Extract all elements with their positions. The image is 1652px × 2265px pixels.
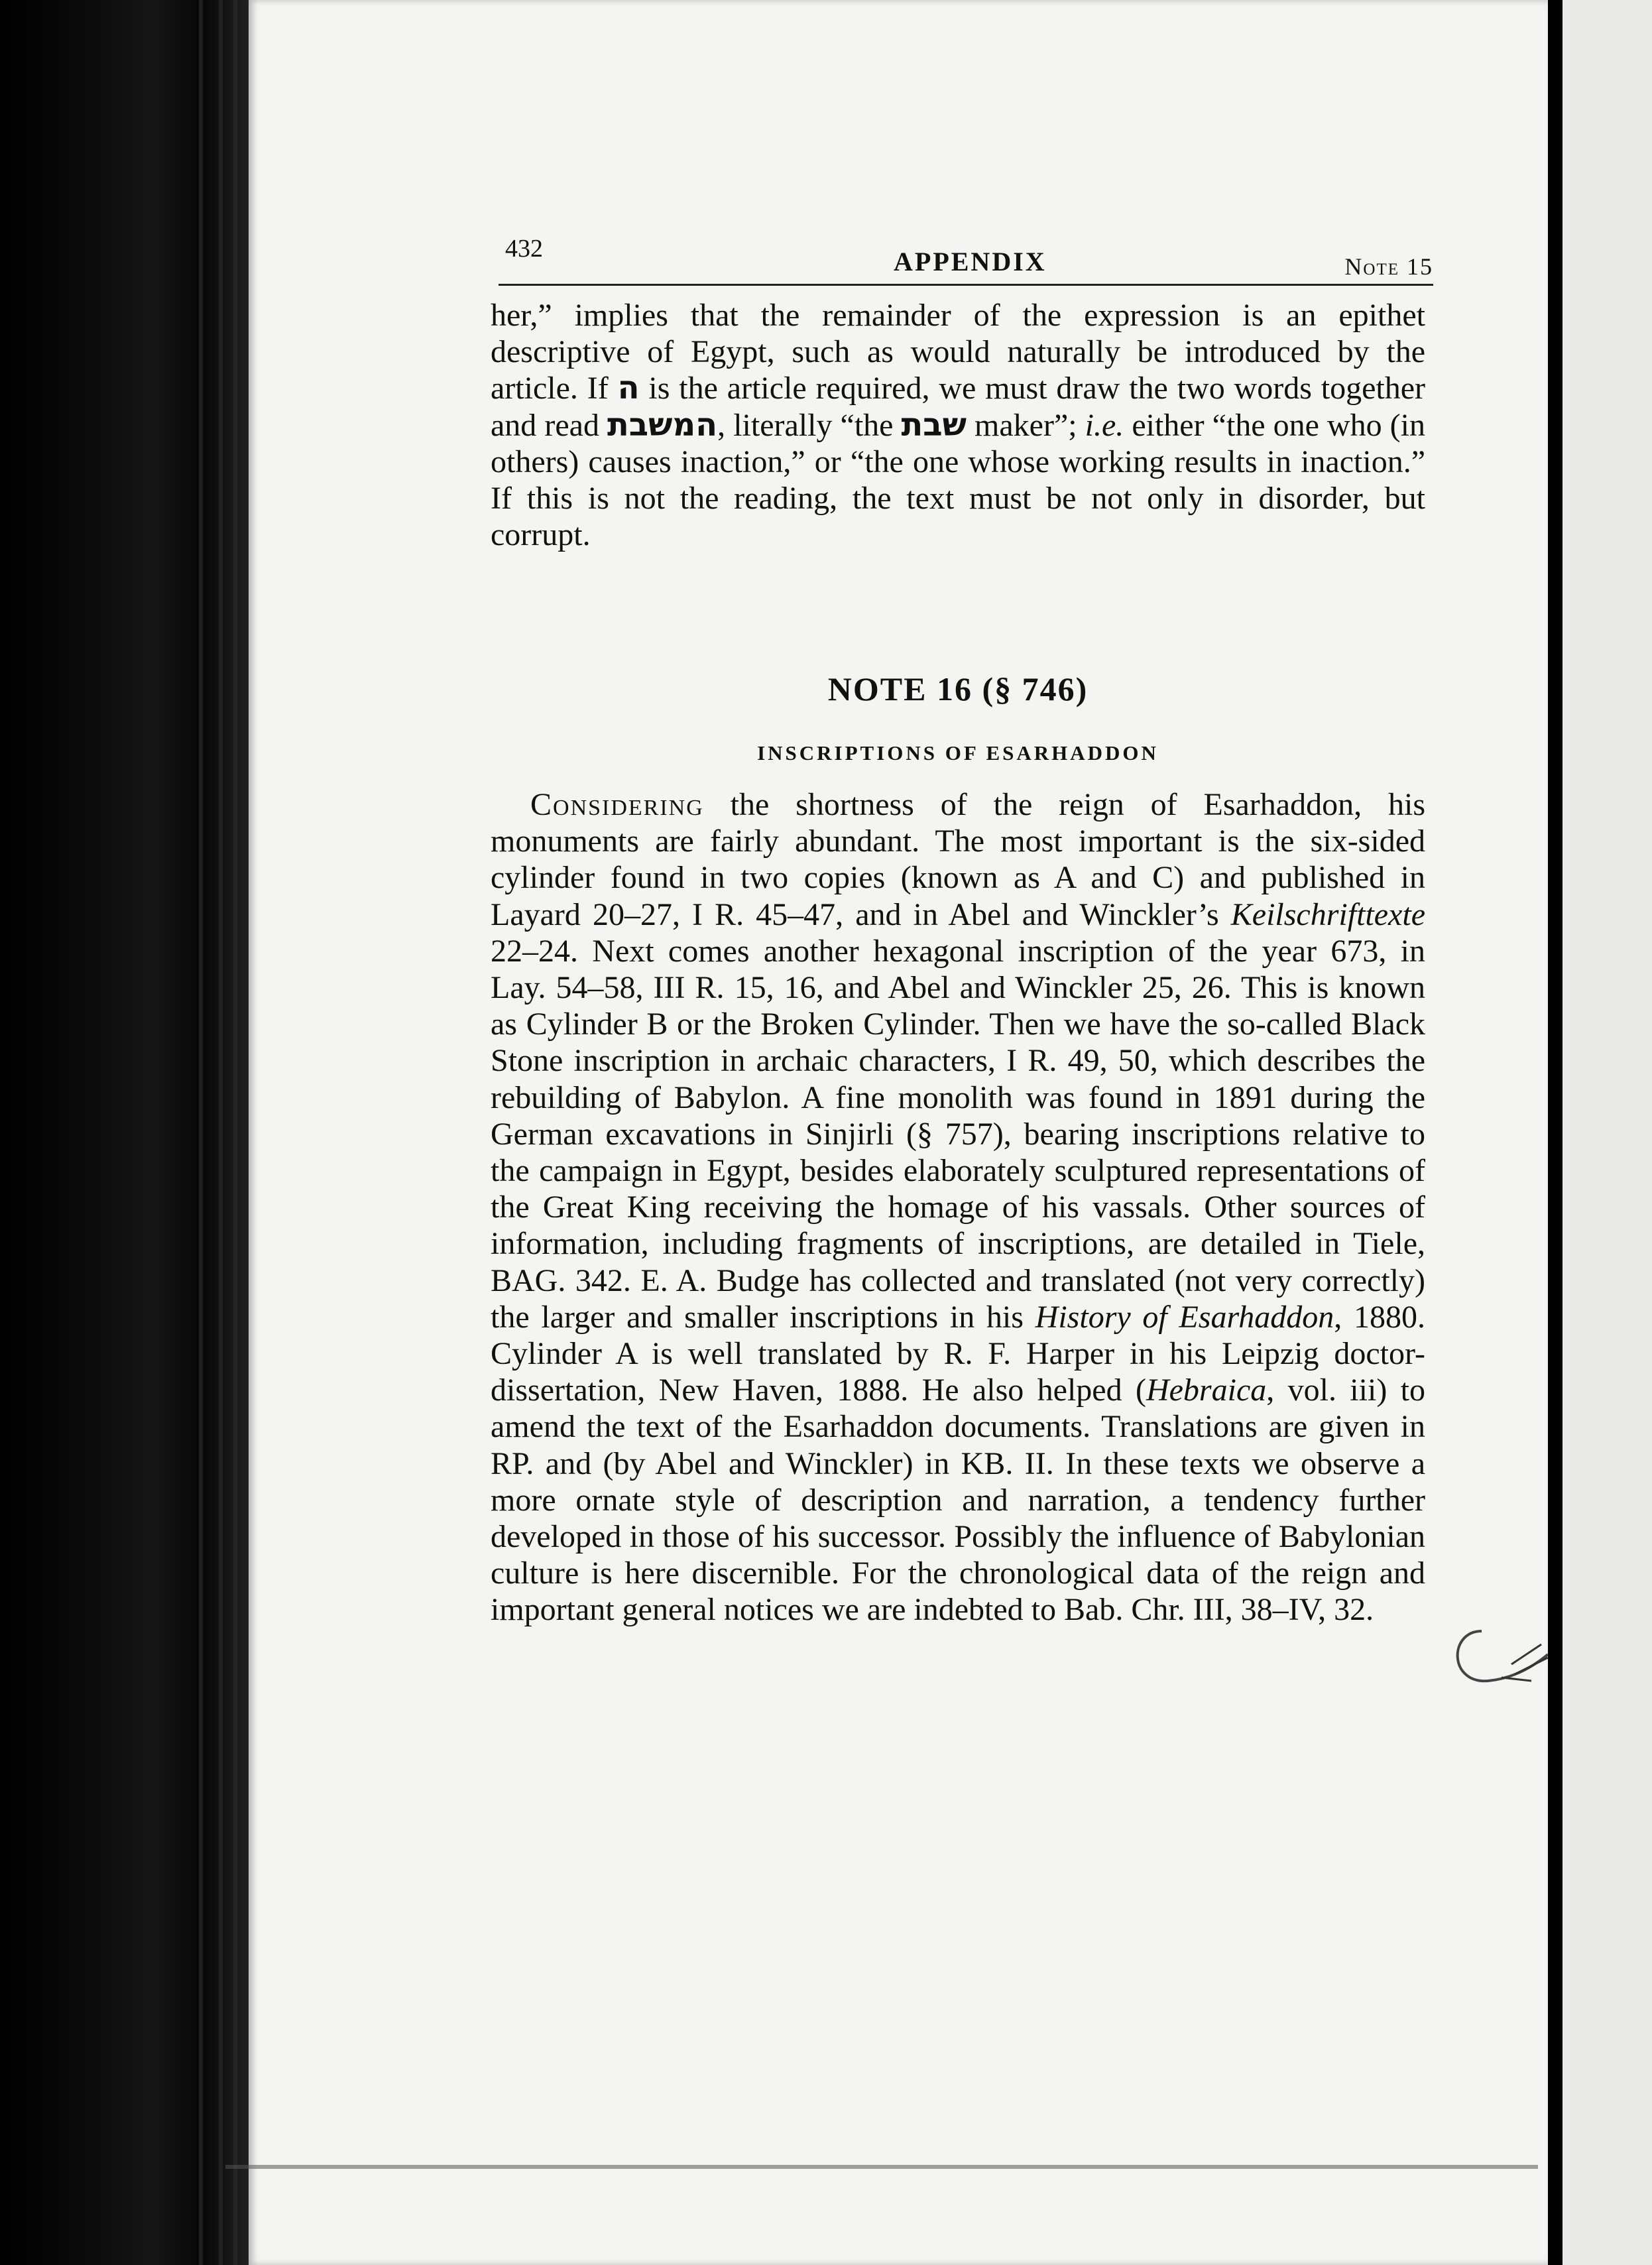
note-body-paragraph: Considering the shortness of the reign of Esarhaddon, his monuments are fairly abundant. The most important is the six-sided cylinder found in two copies (known as A and C) and published in Layard 20–27, I R. 45–47, and in Abel and Winckler’s Keilschrifttexte 22–24. Next comes another hexagonal inscription of the year 673, in Lay. 54–58, III R. 15, 16, and Abel and Winckler 25, 26. This is known as Cylinder B or the Broken Cylinder. Then we have the so-called Black Stone inscription in archaic characters, I R. 49, 50, which describes the rebuilding of Babylon. A fine monolith was found in 1891 during the German excavations in Sinjirli (§ 757), bearing inscriptions relative to the campaign in Egypt, besides elaborately sculptured representations of the Great King receiving the homage of his vassals. Other sources of information, including fragments of inscriptions, are detailed in Tiele, BAG. 342. E. A. Budge has collected and translated (not very correctly) the larger and smaller inscriptions in his History of Esarhaddon, 1880. Cylinder A is well translated by R. F. Harper in his Leipzig doctor-dissertation, New Haven, 1888. He also helped (Hebraica, vol. iii) to amend the text of the Esarhaddon documents. Translations are given in RP. and (by Abel and Winckler) in KB. II. In these texts we observe a more ornate style of description and narration, a tendency further developed in those of his successor. Possibly the influence of Babylonian culture is here discernible. For the chronological data of the reign and important general notices we are indebted to Bab. Chr. III, 38–IV, 32.: [491, 787, 1425, 1628]
string-bookmark: [1448, 1618, 1548, 1697]
hebrew-word-hamashbat: המשבת: [607, 406, 718, 444]
book-spine-edge: [0, 0, 252, 2265]
running-head: [505, 229, 1433, 280]
hebrew-letter-he: ה: [617, 369, 640, 407]
lead-word: Considering: [530, 787, 704, 822]
bottom-edge-rule: [225, 2165, 1538, 2169]
header-rule: [499, 284, 1433, 286]
facing-page-edge: [1548, 0, 1652, 2265]
hebrew-word-shebat: שבת: [901, 406, 967, 444]
continued-paragraph: her,” implies that the remainder of the expression is an epithet descriptive of Egypt, such as would naturally be introduced by the article. If ה is the article required, we must draw the two words together and read המשבת, literally “the שבת maker”; i.e. either “the one who (in others) causes inaction,” or “the one whose working results in inaction.” If this is not the reading, the text must be not only in disorder, but corrupt.: [491, 298, 1426, 553]
note-heading: NOTE 16 (§ 746): [827, 670, 1089, 707]
note-subheading: INSCRIPTIONS OF ESARHADDON: [757, 741, 1159, 765]
running-title: APPENDIX: [894, 247, 1047, 276]
page-number: 432: [505, 235, 543, 263]
running-note-label: Note 15: [1344, 253, 1433, 280]
